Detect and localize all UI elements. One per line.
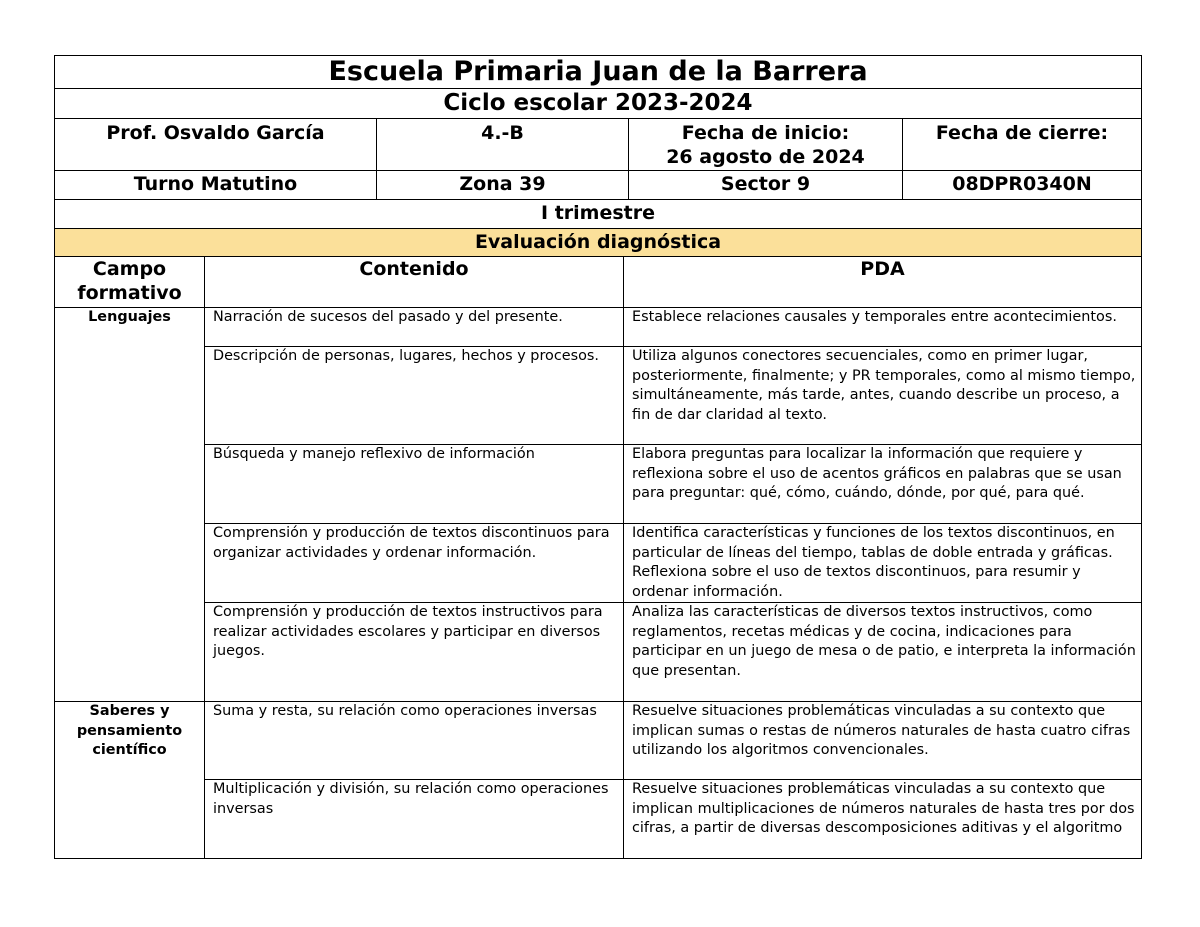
pda-cell: Elabora preguntas para localizar la información que requiere y reflexiona sobre el uso de acentos gráficos en palabras que se usan para preguntar: qué, cómo, cuándo, dónde, por qué, para qué. xyxy=(624,445,1142,524)
zone: Zona 39 xyxy=(377,171,629,200)
start-date-cell xyxy=(629,119,903,171)
school-code: 08DPR0340N xyxy=(903,171,1142,200)
table-row xyxy=(55,347,1142,445)
group: 4.-B xyxy=(377,119,629,171)
school-cycle: Ciclo escolar 2023-2024 xyxy=(55,89,1142,119)
campo-saberes: Saberes y pensamiento científico xyxy=(55,702,205,859)
evaluation-banner: Evaluación diagnóstica xyxy=(55,229,1142,257)
contenido-cell: Narración de sucesos del pasado y del presente. xyxy=(205,308,624,347)
table-row xyxy=(55,603,1142,702)
pda-cell: Resuelve situaciones problemáticas vinculadas a su contexto que implican multiplicaciones de números naturales de hasta tres por dos cifras, a partir de diversas descomposiciones aditivas y el algoritmo xyxy=(624,780,1142,859)
header-table xyxy=(54,55,1142,257)
term: I trimestre xyxy=(55,200,1142,229)
start-date-label: Fecha de inicio: xyxy=(681,122,850,144)
sector: Sector 9 xyxy=(629,171,903,200)
shift: Turno Matutino xyxy=(55,171,377,200)
contenido-cell: Búsqueda y manejo reflexivo de información xyxy=(205,445,624,524)
column-header-row xyxy=(55,257,1142,308)
contenido-cell: Descripción de personas, lugares, hechos y procesos. xyxy=(205,347,624,445)
table-row xyxy=(55,702,1142,780)
column-header-contenido: Contenido xyxy=(205,257,624,308)
contenido-cell: Suma y resta, su relación como operaciones inversas xyxy=(205,702,624,780)
contenido-cell: Comprensión y producción de textos discontinuos para organizar actividades y ordenar información. xyxy=(205,524,624,603)
pda-cell: Identifica características y funciones de los textos discontinuos, en particular de líneas del tiempo, tablas de doble entrada y gráficas. Reflexiona sobre el uso de textos discontinuos, para resumir y ordenar información. xyxy=(624,524,1142,603)
content-table xyxy=(54,256,1142,859)
start-date-value: 26 agosto de 2024 xyxy=(666,146,865,168)
end-date-label: Fecha de cierre: xyxy=(903,119,1142,171)
column-header-campo: Campo formativo xyxy=(55,257,205,308)
pda-cell: Establece relaciones causales y temporales entre acontecimientos. xyxy=(624,308,1142,347)
table-row xyxy=(55,445,1142,524)
table-row xyxy=(55,524,1142,603)
table-row xyxy=(55,308,1142,347)
school-name: Escuela Primaria Juan de la Barrera xyxy=(55,56,1142,89)
campo-lenguajes: Lenguajes xyxy=(55,308,205,702)
pda-cell: Analiza las características de diversos textos instructivos, como reglamentos, recetas médicas y de cocina, indicaciones para participar en un juego de mesa o de patio, e interpreta la información que presentan. xyxy=(624,603,1142,702)
contenido-cell: Comprensión y producción de textos instructivos para realizar actividades escolares y participar en diversos juegos. xyxy=(205,603,624,702)
column-header-pda: PDA xyxy=(624,257,1142,308)
teacher-name: Prof. Osvaldo García xyxy=(55,119,377,171)
contenido-cell: Multiplicación y división, su relación como operaciones inversas xyxy=(205,780,624,859)
table-row xyxy=(55,780,1142,859)
pda-cell: Utiliza algunos conectores secuenciales, como en primer lugar, posteriormente, finalmente; y PR temporales, como al mismo tiempo, simultáneamente, más tarde, antes, cuando describe un proceso, a fin de dar claridad al texto. xyxy=(624,347,1142,445)
pda-cell: Resuelve situaciones problemáticas vinculadas a su contexto que implican sumas o restas de números naturales de hasta cuatro cifras utilizando los algoritmos convencionales. xyxy=(624,702,1142,780)
